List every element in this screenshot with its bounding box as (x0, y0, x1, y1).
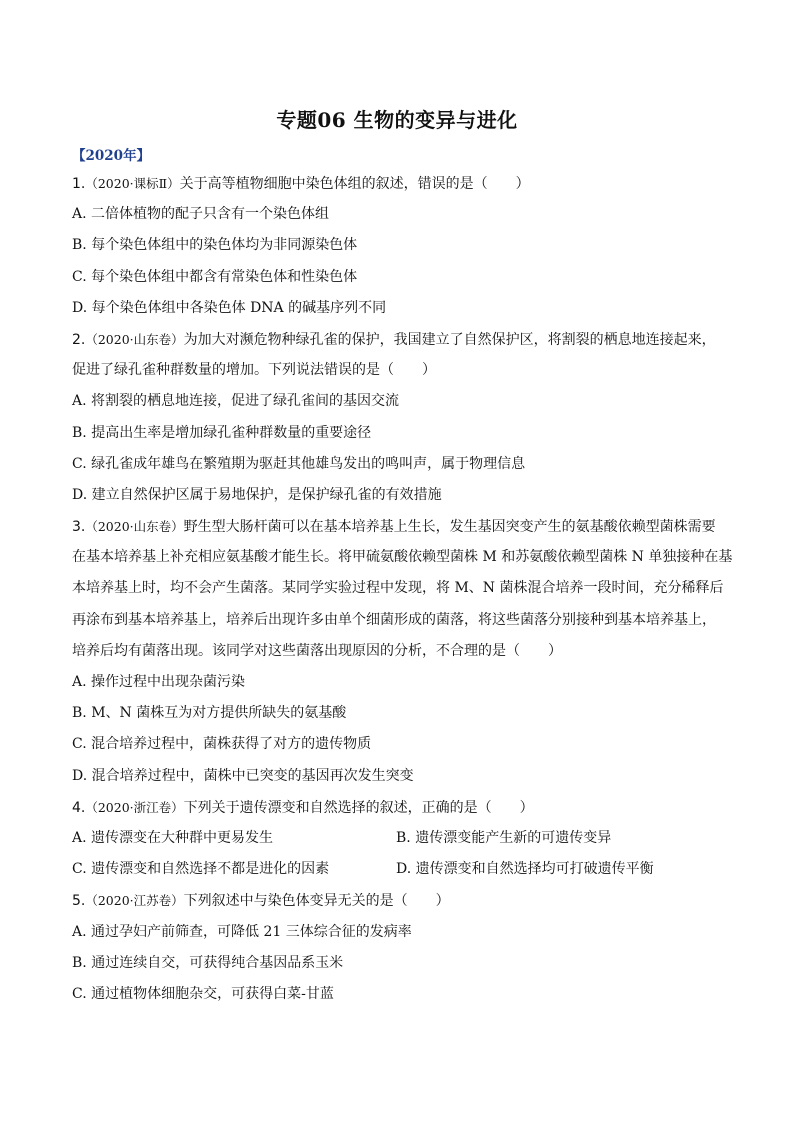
question-1-option-a: A. 二倍体植物的配子只含有一个染色体组 (72, 206, 330, 223)
question-2-option-d: D. 建立自然保护区属于易地保护，是保护绿孔雀的有效措施 (72, 486, 442, 503)
question-4-option-d: D. 遗传漂变和自然选择均可打破遗传平衡 (396, 861, 654, 878)
section-heading-2020: 【2020年】 (72, 148, 151, 164)
question-1-option-c: C. 每个染色体组中都含有常染色体和性染色体 (72, 268, 358, 285)
question-3-option-b: B. M、N 菌株互为对方提供所缺失的氨基酸 (72, 705, 347, 722)
page-title: 专题06 生物的变异与进化 (276, 108, 518, 132)
question-2-stem-line-2: 促进了绿孔雀种群数量的增加。下列说法错误的是（ ） (72, 362, 436, 379)
question-5-option-a: A. 通过孕妇产前筛查，可降低 21 三体综合征的发病率 (72, 923, 412, 940)
question-1-option-d: D. 每个染色体组中各染色体 DNA 的碱基序列不同 (72, 299, 387, 316)
question-1-stem: 1.（2020·课标Ⅱ）关于高等植物细胞中染色体组的叙述，错误的是（ ） (72, 176, 530, 192)
question-2-option-b: B. 提高出生率是增加绿孔雀种群数量的重要途径 (72, 424, 372, 441)
question-5-option-c: C. 通过植物体细胞杂交，可获得白菜-甘蓝 (72, 985, 334, 1002)
question-3-stem-line-3: 本培养基上时，均不会产生菌落。某同学实验过程中发现，将 M、N 菌株混合培养一段时间，充分稀释后 (72, 580, 724, 597)
question-4-option-b: B. 遗传漂变能产生新的可遗传变异 (396, 829, 612, 846)
question-2-option-c: C. 绿孔雀成年雄鸟在繁殖期为驱赶其他雄鸟发出的鸣叫声，属于物理信息 (72, 455, 526, 472)
question-2-stem-line-1: 2.（2020·山东卷）为加大对濒危物种绿孔雀的保护，我国建立了自然保护区，将割裂的栖息地连接起来， (72, 331, 716, 348)
question-4-option-a: A. 遗传漂变在大种群中更易发生 (72, 829, 274, 846)
question-3-stem-line-4: 再涂布到基本培养基上，培养后出现许多由单个细菌形成的菌落，将这些菌落分别接种到基本培养基上， (72, 611, 716, 628)
question-3-stem-line-5: 培养后均有菌落出现。该同学对这些菌落出现原因的分析，不合理的是（ ） (72, 642, 562, 659)
question-5-stem: 5.（2020·江苏卷）下列叙述中与染色体变异无关的是（ ） (72, 893, 450, 910)
question-5-option-b: B. 通过连续自交，可获得纯合基因品系玉米 (72, 954, 344, 971)
question-4-stem: 4.（2020·浙江卷）下列关于遗传漂变和自然选择的叙述，正确的是（ ） (72, 799, 534, 816)
question-3-option-a: A. 操作过程中出现杂菌污染 (72, 674, 246, 690)
question-3-option-d: D. 混合培养过程中，菌株中已突变的基因再次发生突变 (72, 767, 414, 784)
question-list (72, 168, 733, 1010)
question-2-option-a: A. 将割裂的栖息地连接，促进了绿孔雀间的基因交流 (72, 393, 400, 410)
question-3-stem-line-1: 3.（2020·山东卷）野生型大肠杆菌可以在基本培养基上生长，发生基因突变产生的氨基酸依赖型菌株需要 (72, 519, 716, 536)
question-1-option-b: B. 每个染色体组中的染色体均为非同源染色体 (72, 237, 358, 254)
question-3-option-c: C. 混合培养过程中，菌株获得了对方的遗传物质 (72, 736, 372, 753)
question-4-options-row-1 (72, 823, 726, 854)
question-3-stem-line-2: 在基本培养基上补充相应氨基酸才能生长。将甲硫氨酸依赖型菌株 M 和苏氨酸依赖型菌株 N 单独接种在基 (72, 549, 733, 566)
question-4-options-row-2 (72, 854, 726, 885)
question-4-option-c: C. 遗传漂变和自然选择不都是进化的因素 (72, 861, 330, 878)
